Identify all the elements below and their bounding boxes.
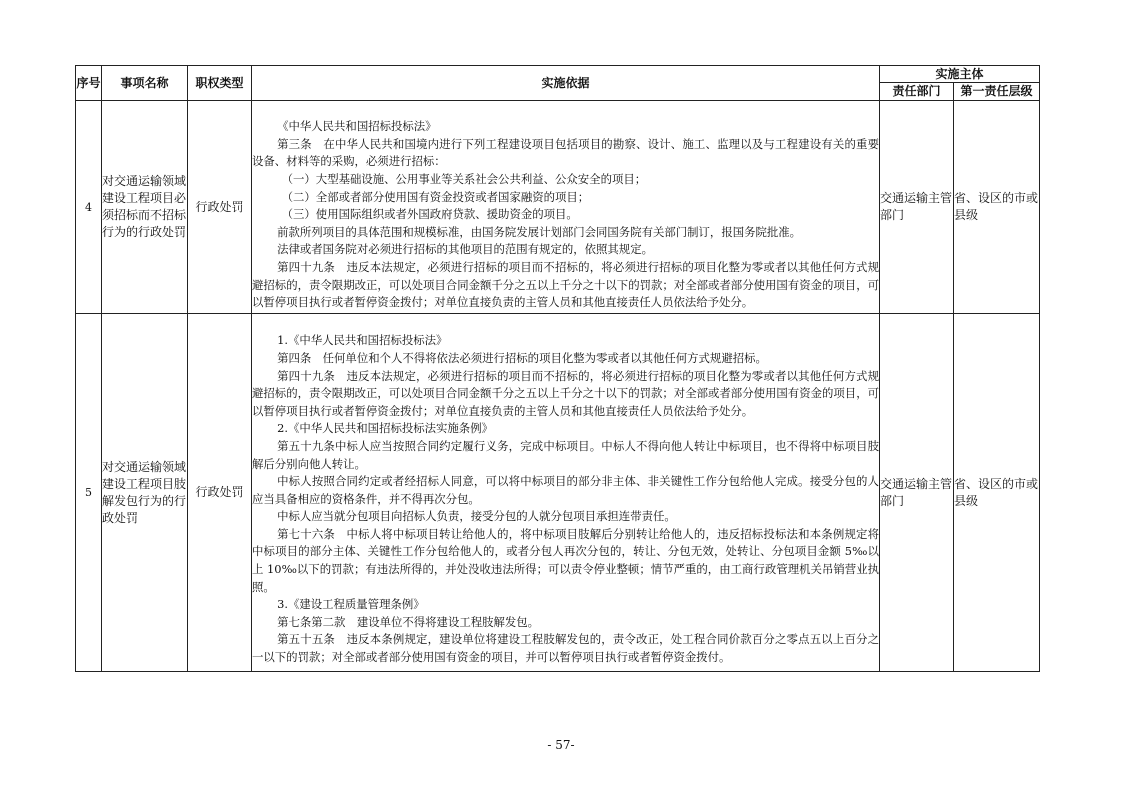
header-seq: 序号: [76, 66, 102, 101]
row-seq: 4: [76, 101, 102, 314]
row-seq: 5: [76, 314, 102, 672]
row-basis: [252, 101, 880, 314]
row-dept: 交通运输主管部门: [880, 101, 954, 314]
row-item-name: 对交通运输领域建设工程项目必须招标而不招标行为的行政处罚: [102, 101, 188, 314]
basis-paragraph: 第五十五条 违反本条例规定，建设单位将建设工程肢解发包的，责令改正，处工程合同价款百分之零点五以上百分之一以下的罚款；对全部或者部分使用国有资金的项目，并可以暂停项目执行或者暂停资金拨付。: [252, 632, 879, 665]
basis-paragraph: 第三条 在中华人民共和国境内进行下列工程建设项目包括项目的勘察、设计、施工、监理以及与工程建设有关的重要设备、材料等的采购，必须进行招标：: [252, 136, 879, 169]
basis-paragraph: 第四十九条 违反本法规定，必须进行招标的项目而不招标的，将必须进行招标的项目化整为零或者以其他任何方式规避招标的，责令限期改正，可以处项目合同金额千分之五以上千分之十以下的罚款；对全部或者部分使用国有资金的项目，可以暂停项目执行或者暂停资金拨付；对单位直接负责的主管人员和其他直接责任人员依法给予处分。: [252, 368, 879, 418]
basis-paragraph: 第七条第二款 建设单位不得将建设工程肢解发包。: [277, 614, 540, 629]
row-item-name: 对交通运输领域建设工程项目肢解发包行为的行政处罚: [102, 314, 188, 672]
page-number: - 57-: [547, 738, 575, 752]
row-basis: [252, 314, 880, 672]
basis-paragraph: 第五十九条中标人应当按照合同约定履行义务，完成中标项目。中标人不得向他人转让中标项目，也不得将中标项目肢解后分别向他人转让。: [252, 438, 879, 471]
row-authority-type: 行政处罚: [188, 101, 252, 314]
row-authority-type: 行政处罚: [188, 314, 252, 672]
table-row: [76, 314, 1040, 672]
basis-paragraph: 前款所列项目的具体范围和规模标准，由国务院发展计划部门会同国务院有关部门制订，报国务院批准。: [277, 224, 802, 239]
basis-paragraph: 中标人应当就分包项目向招标人负责，接受分包的人就分包项目承担连带责任。: [277, 509, 676, 524]
basis-paragraph: 《中华人民共和国招标投标法》: [277, 119, 437, 134]
basis-paragraph: 第四十九条 违反本法规定，必须进行招标的项目而不招标的，将必须进行招标的项目化整为零或者以其他任何方式规避招标的，责令限期改正，可以处项目合同金额千分之五以上千分之十以下的罚款；对全部或者部分使用国有资金的项目，可以暂停项目执行或者暂停资金拨付；对单位直接负责的主管人员和其他直接责任人员依法给予处分。: [252, 259, 879, 310]
basis-paragraph: 2.《中华人民共和国招标投标法实施条例》: [277, 421, 493, 436]
table-row: [76, 101, 1040, 314]
basis-paragraph: （二）全部或者部分使用国有资金投资或者国家融资的项目；: [281, 189, 590, 204]
row-level: 省、设区的市或县级: [954, 101, 1040, 314]
basis-paragraph: 第四条 任何单位和个人不得将依法必须进行招标的项目化整为零或者以其他任何方式规避招标。: [277, 350, 767, 365]
header-subject: 实施主体: [880, 66, 1040, 83]
row-level: 省、设区的市或县级: [954, 314, 1040, 672]
basis-paragraph: 3.《建设工程质量管理条例》: [277, 597, 425, 612]
row-dept: 交通运输主管部门: [880, 314, 954, 672]
header-basis: 实施依据: [252, 66, 880, 101]
header-level: 第一责任层级: [954, 83, 1040, 101]
header-dept: 责任部门: [880, 83, 954, 101]
basis-paragraph: 第七十六条 中标人将中标项目转让给他人的，将中标项目肢解后分别转让给他人的，违反招标投标法和本条例规定将中标项目的部分主体、关键性工作分包给他人的，或者分包人再次分包的，转让、分包无效，处转让、分包项目金额 5‰以上 10‰以下的罚款；有违法所得的，并处没收违法所得；可以责令停业整顿；情节严重的，由工商行政管理机关吊销营业执照。: [252, 526, 879, 594]
header-name: 事项名称: [102, 66, 188, 101]
basis-paragraph: 1.《中华人民共和国招标投标法》: [277, 333, 448, 348]
authority-table: [75, 65, 1040, 672]
header-type: 职权类型: [188, 66, 252, 101]
basis-paragraph: （三）使用国际组织或者外国政府贷款、援助资金的项目。: [281, 207, 578, 222]
basis-paragraph: 中标人按照合同约定或者经招标人同意，可以将中标项目的部分非主体、非关键性工作分包给他人完成。接受分包的人应当具备相应的资格条件，并不得再次分包。: [252, 474, 879, 506]
basis-paragraph: （一）大型基础设施、公用事业等关系社会公共利益、公众安全的项目；: [281, 172, 647, 187]
basis-paragraph: 法律或者国务院对必须进行招标的其他项目的范围有规定的，依照其规定。: [277, 242, 653, 257]
